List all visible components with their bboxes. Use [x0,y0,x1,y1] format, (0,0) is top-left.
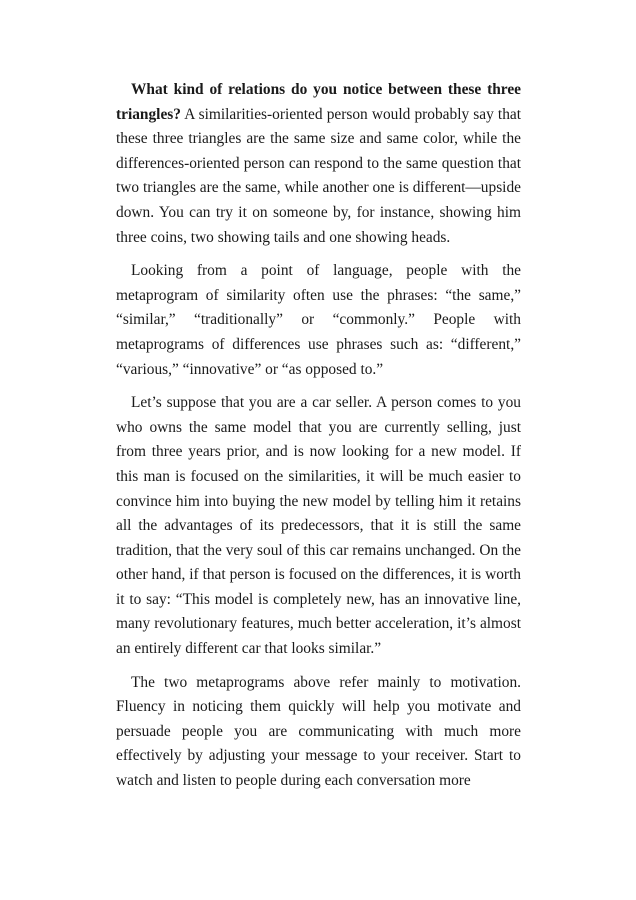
paragraph-triangles [116,78,521,250]
page-body [116,78,521,803]
paragraph-motivation: The two metaprograms above refer mainly to motivation. Fluency in noticing them quickly will help you motivate and persuade people you are communicating with much more effectively by adjusting your message to your receiver. Start to watch and listen to people during each conversation more [116,673,521,790]
paragraph-text: A similarities-oriented person would probably say that these three triangles are the same size and same color, while the differences-oriented person can respond to the same question that two triangles are the same, while another one is different—upside down. You can try it on someone by, for instance, showing him three coins, two showing tails and one showing heads. [116,105,521,246]
paragraph-car-seller: Let’s suppose that you are a car seller. A person comes to you who owns the same model that you are currently selling, just from three years prior, and is now looking for a new model. If this man is focused on the similarities, it will be much easier to convince him into buying the new model by telling him it retains all the advantages of its predecessors, that it is still the same tradition, that the very soul of this car remains unchanged. On the other hand, if that person is focused on the differences, it is worth it to say: “This model is completely new, has an innovative line, many revolutionary features, much better acceleration, it’s almost an entirely different car that looks similar.” [116,394,521,658]
paragraph-language: Looking from a point of language, people with the metaprogram of similarity often use the phrases: “the same,” “similar,” “traditionally” or “commonly.” People with metaprograms of differences use phrases such as: “different,” “various,” “innovative” or “as opposed to.” [116,262,521,378]
paragraph-lead-question: What kind of relations do you notice between these three triangles? [116,81,521,123]
